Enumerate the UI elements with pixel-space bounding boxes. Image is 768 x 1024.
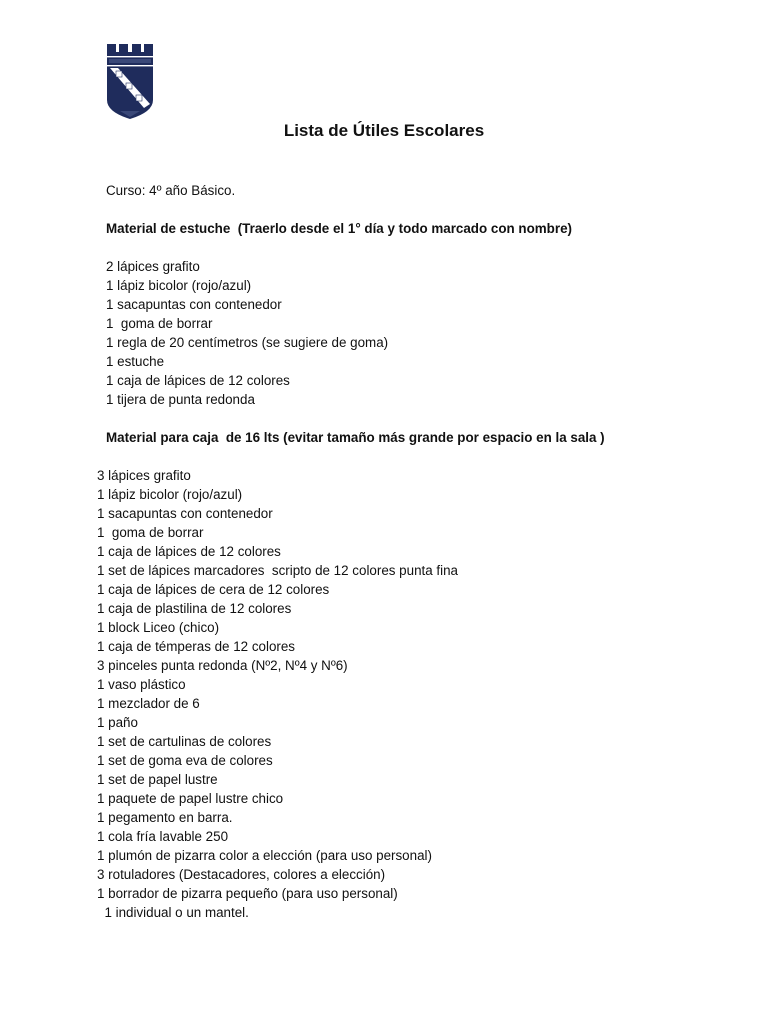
list-item: 1 lápiz bicolor (rojo/azul)	[97, 487, 243, 502]
list-item: 1 caja de lápices de 12 colores	[106, 373, 290, 388]
list-item: 1 cola fría lavable 250	[97, 829, 229, 844]
list-item: 1 mezclador de 6	[97, 696, 200, 711]
list-item: 1 lápiz bicolor (rojo/azul)	[106, 278, 252, 293]
list-item: 1 tijera de punta redonda	[106, 392, 255, 407]
section-heading-storage-box: Material para caja de 16 lts (evitar tamaño más grande por espacio en la sala )	[106, 430, 605, 445]
pencil-case-list	[106, 257, 388, 409]
list-item: 2 lápices grafito	[106, 259, 200, 274]
list-item: 1 set de lápices marcadores scripto de 12 colores punta fina	[97, 563, 459, 578]
storage-box-list	[97, 466, 458, 922]
page-title: Lista de Útiles Escolares	[283, 121, 485, 140]
list-item: 1 set de papel lustre	[97, 772, 218, 787]
section-heading-pencil-case: Material de estuche (Traerlo desde el 1° día y todo marcado con nombre)	[106, 221, 572, 236]
school-crest-logo	[106, 44, 154, 120]
list-item: 3 rotuladores (Destacadores, colores a elección)	[97, 867, 386, 882]
course-line: Curso: 4º año Básico.	[106, 183, 236, 198]
list-item: 1 estuche	[106, 354, 165, 369]
list-item: 3 pinceles punta redonda (Nº2, Nº4 y Nº6)	[97, 658, 348, 673]
list-item: 3 lápices grafito	[97, 468, 191, 483]
list-item: 1 caja de lápices de 12 colores	[97, 544, 281, 559]
list-item: 1 caja de lápices de cera de 12 colores	[97, 582, 330, 597]
list-item: 1 individual o un mantel.	[97, 905, 249, 920]
list-item: 1 regla de 20 centímetros (se sugiere de goma)	[106, 335, 389, 350]
list-item: 1 pegamento en barra.	[97, 810, 233, 825]
list-item: 1 vaso plástico	[97, 677, 186, 692]
list-item: 1 sacapuntas con contenedor	[106, 297, 282, 312]
list-item: 1 sacapuntas con contenedor	[97, 506, 273, 521]
list-item: 1 set de cartulinas de colores	[97, 734, 272, 749]
list-item: 1 goma de borrar	[97, 525, 204, 540]
list-item: 1 goma de borrar	[106, 316, 213, 331]
list-item: 1 set de goma eva de colores	[97, 753, 273, 768]
list-item: 1 paño	[97, 715, 138, 730]
list-item: 1 borrador de pizarra pequeño (para uso personal)	[97, 886, 398, 901]
list-item: 1 block Liceo (chico)	[97, 620, 220, 635]
list-item: 1 caja de témperas de 12 colores	[97, 639, 296, 654]
list-item: 1 caja de plastilina de 12 colores	[97, 601, 292, 616]
list-item: 1 plumón de pizarra color a elección (para uso personal)	[97, 848, 432, 863]
list-item: 1 paquete de papel lustre chico	[97, 791, 284, 806]
